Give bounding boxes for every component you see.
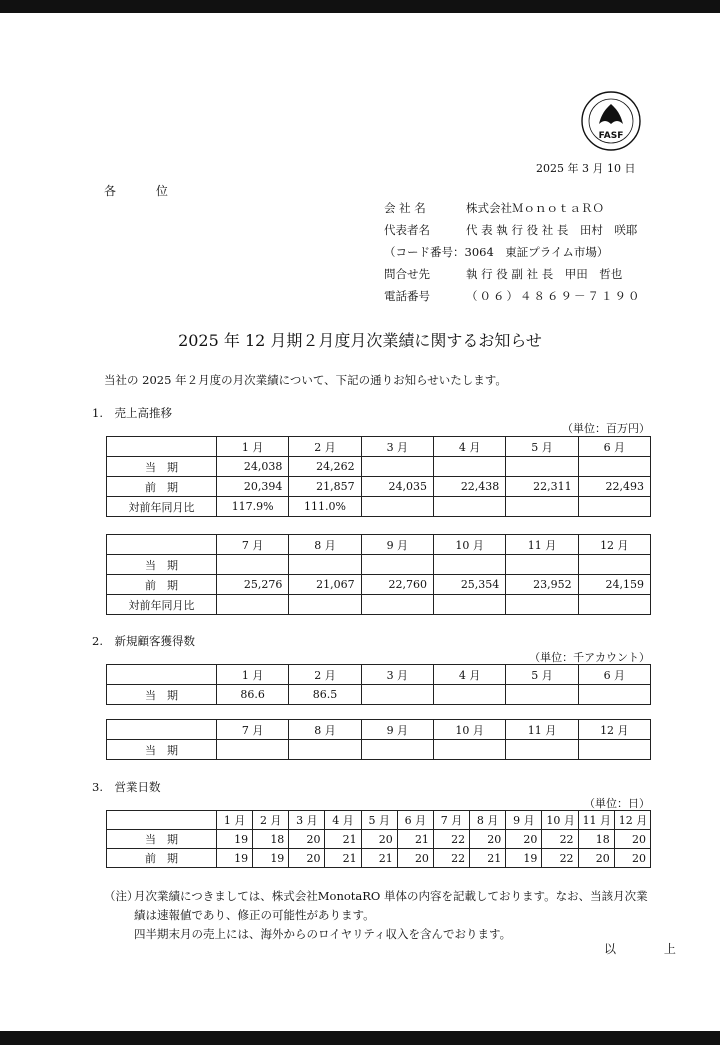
table-cell: 5 月 [361,811,397,830]
section1-title: 1. 売上高推移 [92,406,172,420]
table-cell: 20 [506,830,542,849]
table-header-row [107,720,651,740]
table-cell: 当 期 [107,830,217,849]
note-line: 績は速報値であり、修正の可能性があります。 [134,908,375,922]
table-cell: 2 月 [289,437,361,457]
table-cell [107,535,217,555]
table-cell: 1 月 [217,811,253,830]
info-phone: 電話番号 （０６）４８６９－７１９０ [384,289,642,303]
table-cell [107,811,217,830]
table-row [107,555,651,575]
table-cell: 21,857 [289,477,361,497]
note-line: 四半期末月の売上には、海外からのロイヤリティ収入を含んでおります。 [134,927,512,941]
table-cell [217,595,289,615]
table-cell: 18 [253,830,289,849]
table-row [107,849,651,868]
customers-table-h2 [106,719,651,760]
table-cell: 当 期 [107,740,217,760]
info-representative: 代表者名 代 表 執 行 役 社 長 田村 咲耶 [384,223,638,237]
table-cell: 6 月 [578,437,650,457]
table-cell [433,740,505,760]
table-cell: 117.9% [217,497,289,517]
table-cell [107,665,217,685]
table-cell [289,555,361,575]
table-cell: 10 月 [433,535,505,555]
table-cell: 1 月 [217,437,289,457]
table-cell: 20 [578,849,614,868]
note-line: 月次業績につきましては、株式会社MonotaRO 単体の内容を記載しております。なお、当該月次業 [134,889,648,903]
table-cell: 12 月 [578,535,650,555]
table-cell: 20 [614,830,650,849]
company-info [384,197,642,307]
table-cell [578,497,650,517]
intro-text: 当社の 2025 年２月度の月次業績について、下記の通りお知らせいたします。 [104,373,507,387]
table-cell: 19 [217,830,253,849]
table-row [107,497,651,517]
table-cell: 当 期 [107,685,217,705]
customers-table-h1 [106,664,651,705]
table-cell [361,555,433,575]
business-days-table [106,810,651,868]
table-cell: 3 月 [361,437,433,457]
sales-table-h1 [106,436,651,517]
table-cell [578,595,650,615]
page-title: 2025 年 12 月期２月度月次業績に関するお知らせ [178,331,542,350]
table-cell: 1 月 [217,665,289,685]
table-cell: 5 月 [506,665,578,685]
table-cell [506,685,578,705]
table-cell [433,685,505,705]
table-cell: 21 [397,830,433,849]
table-cell: 22,311 [506,477,578,497]
table-cell [361,497,433,517]
table-cell: 11 月 [506,535,578,555]
table-cell [361,595,433,615]
table-header-row [107,811,651,830]
table-cell: 当 期 [107,555,217,575]
table-cell: 10 月 [542,811,578,830]
table-cell: 10 月 [433,720,505,740]
table-cell [433,555,505,575]
table-cell: 11 月 [578,811,614,830]
table-row [107,457,651,477]
table-cell [578,555,650,575]
closing-mark: 以 上 [604,942,698,956]
section1-unit: （単位：百万円） [562,422,650,435]
table-cell: 当 期 [107,457,217,477]
info-company: 会 社 名 株式会社ＭｏｎｏｔａＲＯ [384,201,604,215]
sales-table-h2 [106,534,651,615]
table-cell: 前 期 [107,477,217,497]
table-cell: 20 [361,830,397,849]
table-cell [433,595,505,615]
table-header-row [107,437,651,457]
table-cell: 2 月 [253,811,289,830]
table-cell: 6 月 [397,811,433,830]
table-cell [433,497,505,517]
table-header-row [107,665,651,685]
table-cell: 3 月 [289,811,325,830]
table-cell: 21 [470,849,506,868]
table-cell: 20 [397,849,433,868]
table-cell: 8 月 [289,535,361,555]
table-cell: 21,067 [289,575,361,595]
fasf-logo [580,90,642,152]
table-cell: 9 月 [506,811,542,830]
table-cell: 5 月 [506,437,578,457]
table-cell: 22 [542,830,578,849]
table-cell: 12 月 [578,720,650,740]
table-cell: 19 [253,849,289,868]
note-label: （注） [104,889,139,903]
table-cell [433,457,505,477]
table-cell: 6 月 [578,665,650,685]
table-row [107,830,651,849]
table-cell [506,740,578,760]
table-cell [361,740,433,760]
table-cell [361,457,433,477]
info-contact: 問合せ先 執 行 役 副 社 長 甲田 哲也 [384,267,623,281]
table-cell: 9 月 [361,720,433,740]
table-row [107,740,651,760]
table-cell [107,437,217,457]
table-cell: 8 月 [289,720,361,740]
table-cell: 20 [470,830,506,849]
table-cell: 対前年同月比 [107,595,217,615]
table-cell: 111.0% [289,497,361,517]
document-date: 2025 年 3 月 10 日 [536,162,636,175]
table-cell: 25,276 [217,575,289,595]
section2-unit: （単位：千アカウント） [529,651,650,664]
table-cell: 19 [217,849,253,868]
table-cell: 24,159 [578,575,650,595]
table-cell [506,497,578,517]
table-cell: 7 月 [433,811,469,830]
table-cell: 22,493 [578,477,650,497]
table-cell: 12 月 [614,811,650,830]
table-cell: 86.6 [217,685,289,705]
table-cell: 86.5 [289,685,361,705]
info-code: （コード番号：3064 東証プライム市場） [384,245,609,259]
table-cell: 21 [361,849,397,868]
table-cell: 4 月 [325,811,361,830]
table-cell [217,555,289,575]
logo-mark: FASF [598,131,624,141]
table-row [107,685,651,705]
table-cell [289,740,361,760]
bottom-black-bar [0,1031,720,1045]
table-cell [506,595,578,615]
table-cell: 22 [542,849,578,868]
table-cell: 3 月 [361,665,433,685]
table-cell: 22,760 [361,575,433,595]
table-cell: 25,354 [433,575,505,595]
table-cell: 対前年同月比 [107,497,217,517]
table-cell: 4 月 [433,665,505,685]
table-cell [107,720,217,740]
table-cell [578,457,650,477]
table-cell [578,740,650,760]
table-cell: 24,262 [289,457,361,477]
table-cell: 7 月 [217,720,289,740]
table-row [107,477,651,497]
top-black-bar [0,0,720,13]
table-cell: 20 [614,849,650,868]
table-cell: 22 [433,849,469,868]
table-cell: 21 [325,830,361,849]
table-cell: 18 [578,830,614,849]
table-cell: 11 月 [506,720,578,740]
table-cell: 23,952 [506,575,578,595]
table-cell: 4 月 [433,437,505,457]
table-cell: 24,038 [217,457,289,477]
table-cell [289,595,361,615]
table-cell: 前 期 [107,575,217,595]
table-cell: 7 月 [217,535,289,555]
table-cell: 前 期 [107,849,217,868]
table-cell: 9 月 [361,535,433,555]
table-cell: 2 月 [289,665,361,685]
table-cell: 24,035 [361,477,433,497]
table-cell: 21 [325,849,361,868]
table-header-row [107,535,651,555]
table-cell [506,457,578,477]
table-cell: 8 月 [470,811,506,830]
table-cell: 22 [433,830,469,849]
table-cell: 19 [506,849,542,868]
table-row [107,595,651,615]
table-cell [578,685,650,705]
table-cell [217,740,289,760]
table-cell [361,685,433,705]
table-cell: 20 [289,830,325,849]
section2-title: 2. 新規顧客獲得数 [92,634,195,648]
table-cell: 20 [289,849,325,868]
table-cell [506,555,578,575]
table-cell: 20,394 [217,477,289,497]
footnote [104,887,664,944]
section3-title: 3. 営業日数 [92,780,161,794]
table-cell: 22,438 [433,477,505,497]
section3-unit: （単位：日） [584,797,650,810]
table-row [107,575,651,595]
addressee: 各 位 [104,184,186,198]
